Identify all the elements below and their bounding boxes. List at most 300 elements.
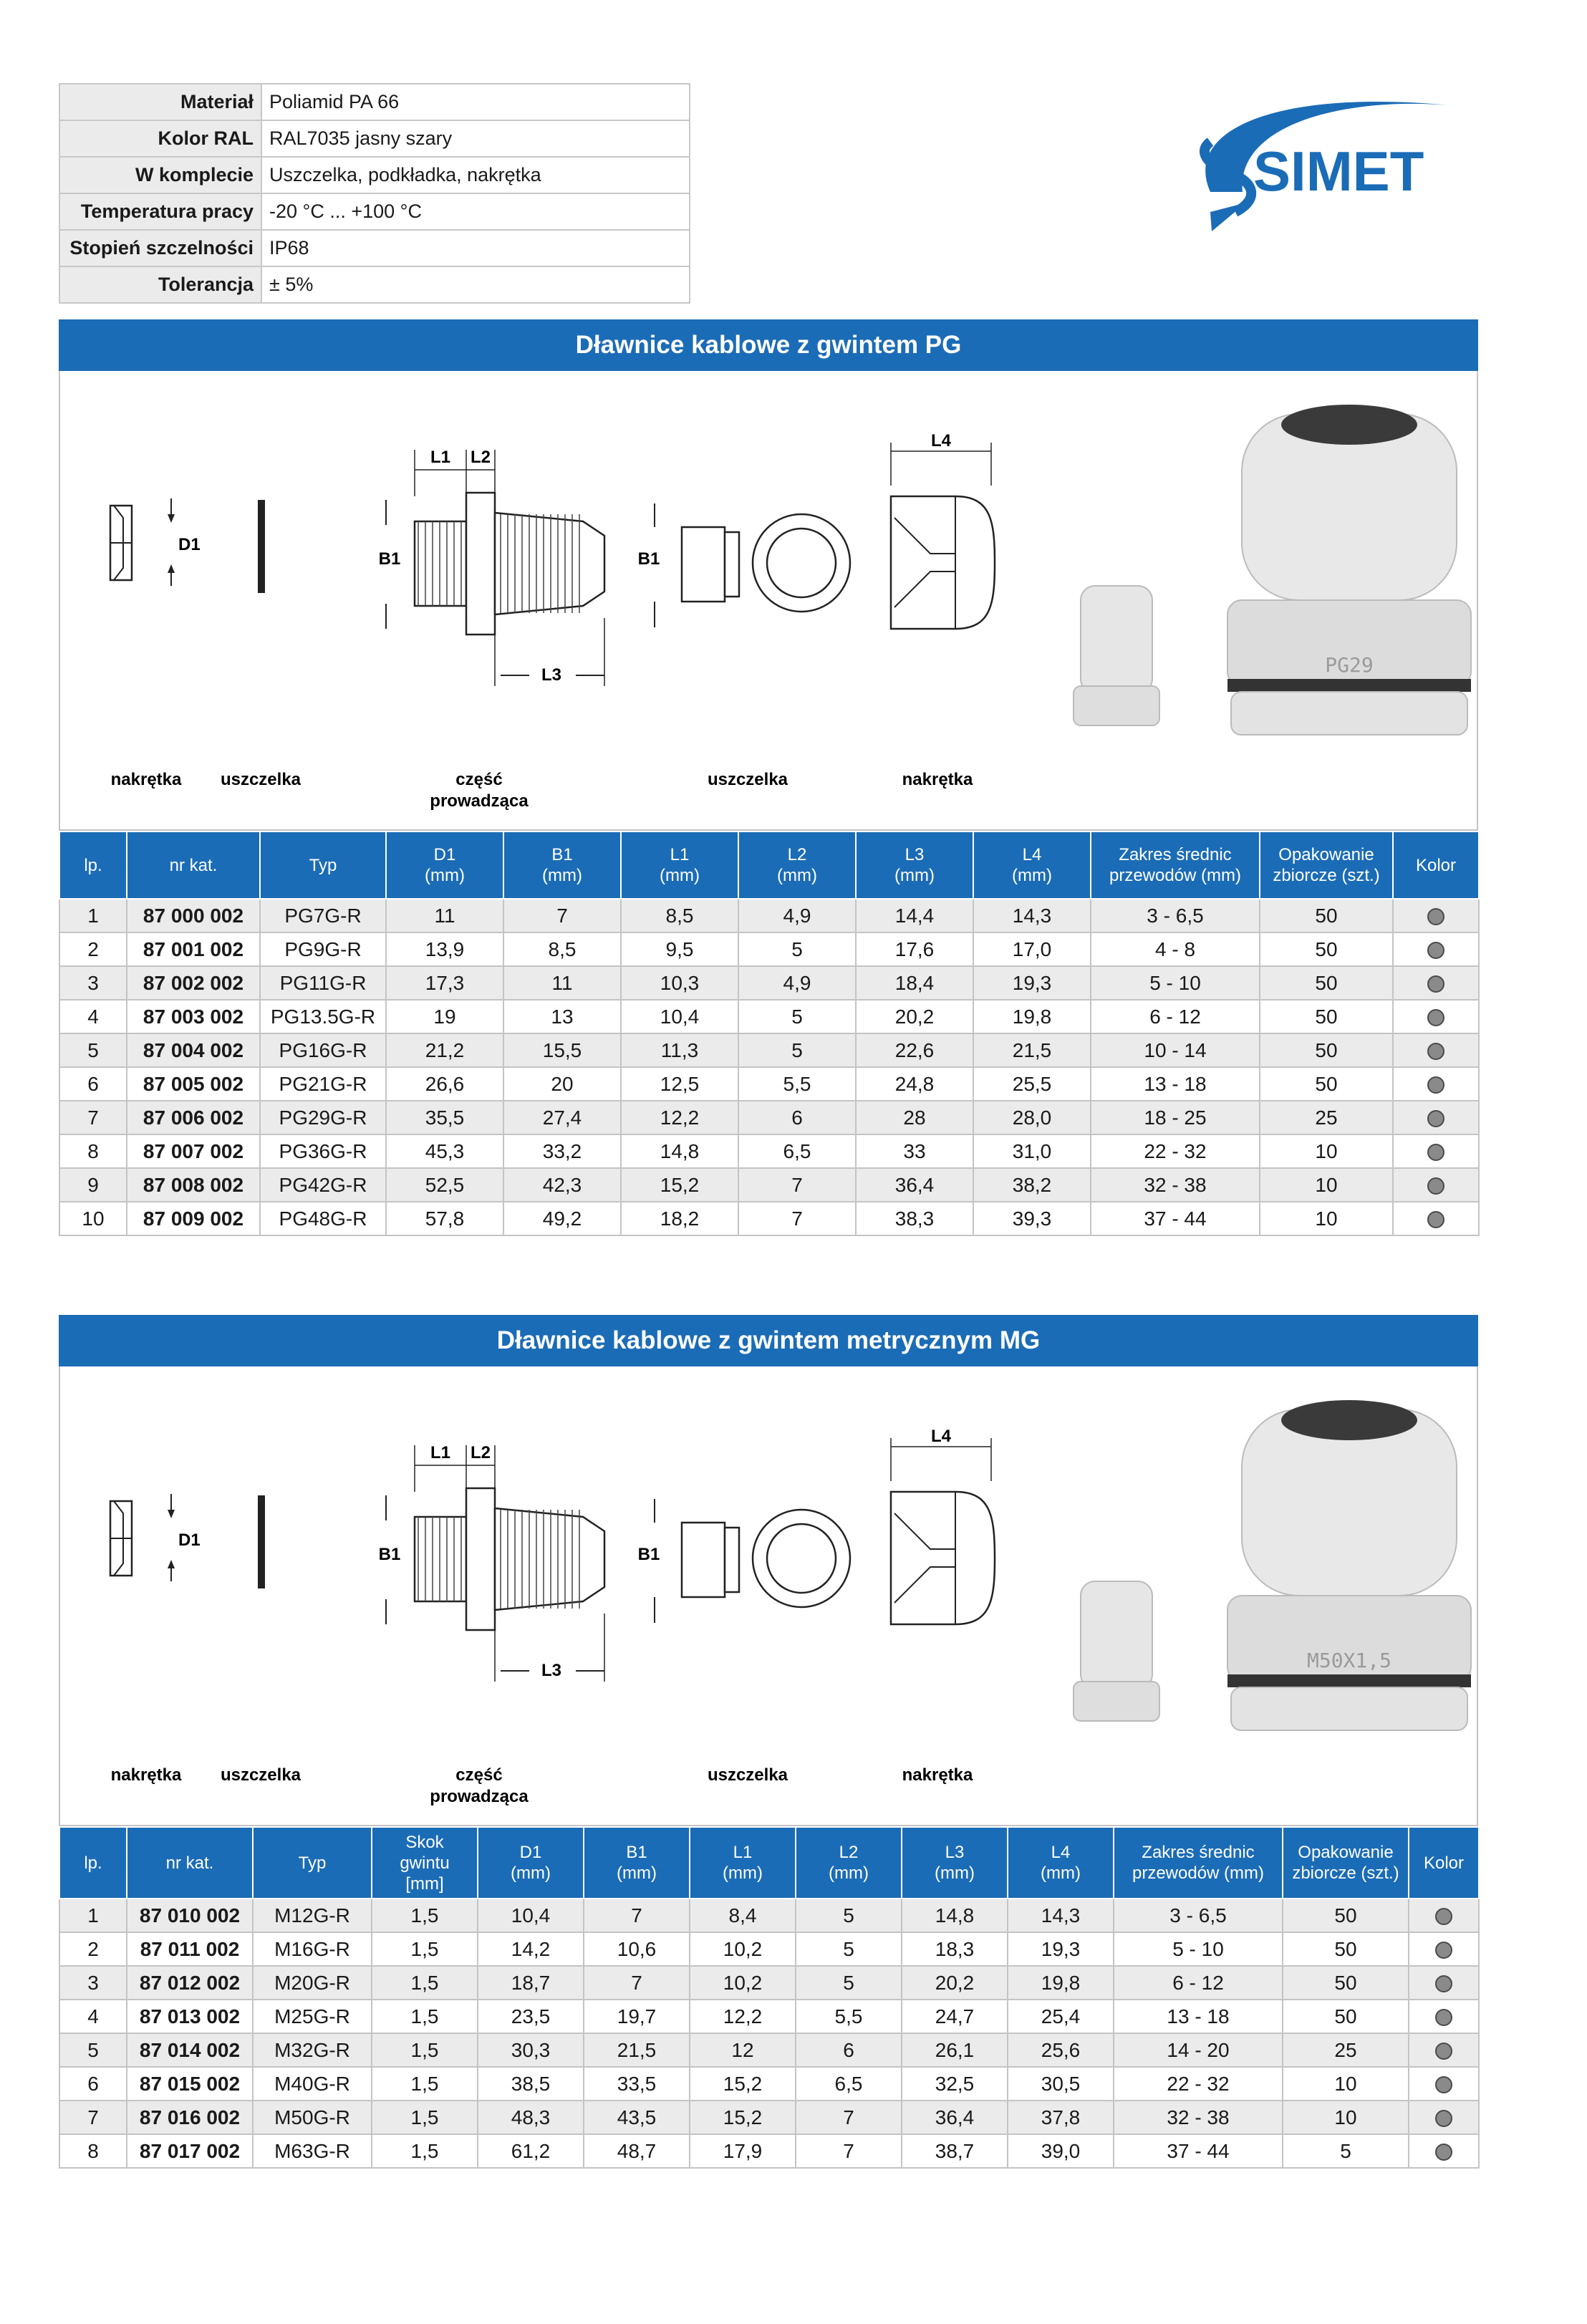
table-cell: 6 xyxy=(59,2067,127,2101)
column-header xyxy=(856,831,973,899)
table-cell: 10,2 xyxy=(690,1966,796,2000)
color-cell xyxy=(1409,1932,1479,1966)
column-header-text: (mm) xyxy=(542,866,582,885)
table-cell: 17,3 xyxy=(386,966,503,1000)
table-cell: PG21G-R xyxy=(260,1067,386,1101)
table-cell: 5 xyxy=(59,1033,127,1067)
table-cell: 7 xyxy=(503,899,621,932)
table-cell: 19 xyxy=(386,1000,503,1033)
table-cell: M32G-R xyxy=(253,2033,372,2067)
table-cell: 18,3 xyxy=(902,1932,1008,1966)
product-photo xyxy=(1074,405,1471,735)
column-header-text: L2 xyxy=(839,1843,859,1862)
table-cell: M63G-R xyxy=(253,2134,372,2168)
table-cell: 14,8 xyxy=(621,1134,738,1168)
spec-label: Kolor RAL xyxy=(59,120,261,157)
color-cell xyxy=(1393,1000,1479,1033)
color-swatch-icon xyxy=(1435,2110,1452,2127)
table-cell: 5 xyxy=(1283,2134,1409,2168)
color-swatch-icon xyxy=(1435,2043,1452,2060)
column-header-text: przewodów (mm) xyxy=(1132,1863,1265,1883)
table-cell: 48,3 xyxy=(478,2101,584,2134)
table-cell: 49,2 xyxy=(503,1202,621,1235)
table-cell: 7 xyxy=(584,1899,690,1932)
table-row xyxy=(59,1000,1479,1033)
table-cell: 12 xyxy=(690,2033,796,2067)
column-header-text: nr kat. xyxy=(169,855,218,875)
table-cell: PG9G-R xyxy=(260,932,386,966)
l2-label: L2 xyxy=(470,1443,491,1462)
column-header xyxy=(478,1827,584,1899)
table-cell: 25 xyxy=(1260,1101,1393,1134)
table-cell: 11,3 xyxy=(621,1033,738,1067)
color-swatch-icon xyxy=(1435,2009,1452,2026)
table-cell: 8,5 xyxy=(503,932,621,966)
table-cell: 61,2 xyxy=(478,2134,584,2168)
table-cell: M25G-R xyxy=(253,2000,372,2033)
table-cell: 13 - 18 xyxy=(1114,2000,1283,2033)
table-cell: 7 xyxy=(738,1168,856,1202)
column-header-text: D1 xyxy=(433,845,456,864)
table-cell: 14 - 20 xyxy=(1114,2033,1283,2067)
caption-seal-right: uszczelka xyxy=(707,770,788,789)
spec-table xyxy=(59,83,690,304)
table-cell: 87 009 002 xyxy=(127,1202,260,1235)
color-cell xyxy=(1409,2101,1479,2134)
spec-value: ± 5% xyxy=(261,266,690,303)
color-swatch-icon xyxy=(1435,1908,1452,1925)
table-cell: PG16G-R xyxy=(260,1033,386,1067)
table-cell: 5,5 xyxy=(738,1067,856,1101)
table-cell: 19,7 xyxy=(584,2000,690,2033)
column-header-text: nr kat. xyxy=(165,1853,214,1873)
color-cell xyxy=(1393,932,1479,966)
table-cell: 25,6 xyxy=(1008,2033,1114,2067)
table-cell: 6,5 xyxy=(796,2067,902,2101)
table-cell: 50 xyxy=(1283,2000,1409,2033)
color-swatch-icon xyxy=(1427,975,1444,993)
color-swatch-icon xyxy=(1427,1211,1444,1228)
table-cell: 87 013 002 xyxy=(127,2000,253,2033)
table-row xyxy=(59,1101,1479,1134)
table-cell: PG7G-R xyxy=(260,899,386,932)
pg-technical-diagram xyxy=(59,371,1478,831)
spec-label: Tolerancja xyxy=(59,266,261,303)
color-swatch-icon xyxy=(1427,1076,1444,1094)
table-cell: 24,7 xyxy=(902,2000,1008,2033)
table-cell: 17,6 xyxy=(856,932,973,966)
spec-row xyxy=(59,266,690,303)
table-cell: 8 xyxy=(59,2134,127,2168)
table-cell: 57,8 xyxy=(386,1202,503,1235)
column-header-text: (mm) xyxy=(617,1863,657,1883)
color-cell xyxy=(1393,1202,1479,1235)
spec-value: -20 °C ... +100 °C xyxy=(261,193,690,230)
table-cell: 10 xyxy=(1283,2101,1409,2134)
column-header-text: Typ xyxy=(309,855,337,875)
table-cell: 50 xyxy=(1260,966,1393,1000)
table-cell: 21,5 xyxy=(584,2033,690,2067)
table-cell: 33 xyxy=(856,1134,973,1168)
column-header xyxy=(503,831,621,899)
table-cell: 7 xyxy=(59,2101,127,2134)
table-cell: 87 000 002 xyxy=(127,899,260,932)
table-cell: 10 - 14 xyxy=(1091,1033,1260,1067)
table-cell: 19,3 xyxy=(973,966,1091,1000)
column-header xyxy=(1008,1827,1114,1899)
table-cell: 26,6 xyxy=(386,1067,503,1101)
column-header xyxy=(127,1827,253,1899)
column-header xyxy=(372,1827,478,1899)
spec-label: Materiał xyxy=(59,84,261,120)
column-header-text: (mm) xyxy=(723,1863,763,1883)
column-header-text: L3 xyxy=(945,1843,965,1862)
table-cell: 32,5 xyxy=(902,2067,1008,2101)
spec-label: Stopień szczelności xyxy=(59,230,261,266)
table-cell: 19,3 xyxy=(1008,1932,1114,1966)
table-cell: 4 xyxy=(59,2000,127,2033)
table-row xyxy=(59,1033,1479,1067)
table-cell: 5 - 10 xyxy=(1114,1932,1283,1966)
column-header-text: lp. xyxy=(84,855,102,875)
table-cell: 87 011 002 xyxy=(127,1932,253,1966)
table-cell: 21,2 xyxy=(386,1033,503,1067)
table-cell: 4 - 8 xyxy=(1091,932,1260,966)
column-header-text: lp. xyxy=(84,1853,102,1873)
column-header-text: przewodów (mm) xyxy=(1109,866,1242,885)
table-cell: 5 - 10 xyxy=(1091,966,1260,1000)
column-header xyxy=(902,1827,1008,1899)
table-cell: 10,3 xyxy=(621,966,738,1000)
column-header-text: Opakowanie xyxy=(1278,845,1374,864)
table-cell: 3 xyxy=(59,966,127,1000)
d1-label: D1 xyxy=(178,1530,201,1550)
table-cell: 22,6 xyxy=(856,1033,973,1067)
caption-nut-right: nakrętka xyxy=(902,1765,973,1785)
table-row xyxy=(59,966,1479,1000)
table-cell: 6,5 xyxy=(738,1134,856,1168)
column-header-text: L2 xyxy=(787,845,807,864)
column-header xyxy=(584,1827,690,1899)
table-cell: 15,2 xyxy=(690,2067,796,2101)
l3-label: L3 xyxy=(541,665,562,685)
spec-label: W komplecie xyxy=(59,157,261,193)
column-header-text: Zakres średnic xyxy=(1142,1843,1255,1862)
mg-section-title: Dławnice kablowe z gwintem metrycznym MG xyxy=(59,1315,1478,1366)
table-row xyxy=(59,899,1479,932)
table-cell: 36,4 xyxy=(902,2101,1008,2134)
table-cell: 50 xyxy=(1283,1932,1409,1966)
table-cell: 30,5 xyxy=(1008,2067,1114,2101)
table-cell: 48,7 xyxy=(584,2134,690,2168)
table-cell: 30,3 xyxy=(478,2033,584,2067)
column-header xyxy=(1409,1827,1479,1899)
table-cell: 25,4 xyxy=(1008,2000,1114,2033)
caption-gasket-left: uszczelka xyxy=(220,1765,302,1785)
table-cell: 87 003 002 xyxy=(127,1000,260,1033)
table-cell: 1,5 xyxy=(372,2067,478,2101)
table-cell: 6 xyxy=(738,1101,856,1134)
mg-section xyxy=(59,1315,1478,2169)
table-cell: 15,2 xyxy=(621,1168,738,1202)
column-header-text: L4 xyxy=(1022,845,1042,864)
caption-gasket-left: uszczelka xyxy=(220,770,302,789)
table-cell: 14,3 xyxy=(973,899,1091,932)
b1-label-right: B1 xyxy=(637,549,660,569)
column-header-text: L1 xyxy=(670,845,690,864)
table-cell: 18,7 xyxy=(478,1966,584,2000)
table-cell: 13,9 xyxy=(386,932,503,966)
color-swatch-icon xyxy=(1435,2076,1452,2093)
table-cell: 21,5 xyxy=(973,1033,1091,1067)
table-cell: 8,5 xyxy=(621,899,738,932)
table-cell: 37 - 44 xyxy=(1114,2134,1283,2168)
color-swatch-icon xyxy=(1427,1009,1444,1026)
color-swatch-icon xyxy=(1435,1942,1452,1959)
table-cell: PG42G-R xyxy=(260,1168,386,1202)
table-cell: 24,8 xyxy=(856,1067,973,1101)
table-row xyxy=(59,1932,1479,1966)
column-header-text: L3 xyxy=(905,845,925,864)
column-header-text: (mm) xyxy=(1041,1863,1081,1883)
table-cell: 18,2 xyxy=(621,1202,738,1235)
table-cell: 52,5 xyxy=(386,1168,503,1202)
color-swatch-icon xyxy=(1435,2144,1452,2161)
table-cell: 38,3 xyxy=(856,1202,973,1235)
table-cell: 9 xyxy=(59,1168,127,1202)
column-header-text: (mm) xyxy=(425,866,465,885)
table-cell: 6 xyxy=(59,1067,127,1101)
l2-label: L2 xyxy=(470,448,491,467)
table-cell: 3 - 6,5 xyxy=(1114,1899,1283,1932)
table-cell: 7 xyxy=(796,2101,902,2134)
table-cell: 11 xyxy=(503,966,621,1000)
table-cell: 10 xyxy=(1260,1202,1393,1235)
table-cell: 87 014 002 xyxy=(127,2033,253,2067)
spec-row xyxy=(59,157,690,193)
table-cell: 10 xyxy=(1260,1134,1393,1168)
diagram-drawing xyxy=(110,405,1471,811)
table-cell: 11 xyxy=(386,899,503,932)
table-row xyxy=(59,1899,1479,1932)
table-cell: 7 xyxy=(584,1966,690,2000)
column-header-text: (mm) xyxy=(935,1863,975,1883)
spec-row xyxy=(59,84,690,120)
table-row xyxy=(59,1168,1479,1202)
table-cell: 43,5 xyxy=(584,2101,690,2134)
table-cell: 7 xyxy=(738,1202,856,1235)
table-cell: 39,0 xyxy=(1008,2134,1114,2168)
table-cell: 35,5 xyxy=(386,1101,503,1134)
table-cell: 87 005 002 xyxy=(127,1067,260,1101)
l4-label: L4 xyxy=(930,1427,952,1446)
table-cell: 15,2 xyxy=(690,2101,796,2134)
color-swatch-icon xyxy=(1427,1110,1444,1127)
table-cell: 4 xyxy=(59,1000,127,1033)
color-cell xyxy=(1393,1033,1479,1067)
table-cell: 87 008 002 xyxy=(127,1168,260,1202)
table-cell: PG11G-R xyxy=(260,966,386,1000)
table-cell: 5 xyxy=(738,1000,856,1033)
table-cell: 25,5 xyxy=(973,1067,1091,1101)
column-header-text: Typ xyxy=(298,1853,327,1873)
column-header xyxy=(796,1827,902,1899)
column-header-text: L4 xyxy=(1051,1843,1071,1862)
table-cell: 32 - 38 xyxy=(1091,1168,1260,1202)
table-row xyxy=(59,2134,1479,2168)
table-cell: 1,5 xyxy=(372,2134,478,2168)
table-cell: 38,2 xyxy=(973,1168,1091,1202)
table-cell: 38,5 xyxy=(478,2067,584,2101)
table-cell: 87 010 002 xyxy=(127,1899,253,1932)
table-cell: 10 xyxy=(59,1202,127,1235)
table-cell: 10 xyxy=(1260,1168,1393,1202)
table-cell: 7 xyxy=(796,2134,902,2168)
table-row xyxy=(59,2033,1479,2067)
l1-label: L1 xyxy=(430,1443,451,1462)
table-cell: 3 xyxy=(59,1966,127,2000)
caption-body-line2: prowadząca xyxy=(430,1787,529,1806)
table-cell: 8,4 xyxy=(690,1899,796,1932)
table-cell: 20,2 xyxy=(856,1000,973,1033)
column-header-text: B1 xyxy=(551,845,573,864)
caption-seal-right: uszczelka xyxy=(707,1765,788,1785)
table-cell: 25 xyxy=(1283,2033,1409,2067)
column-header-text: zbiorcze (szt.) xyxy=(1273,866,1380,885)
table-row xyxy=(59,1966,1479,2000)
table-cell: PG13.5G-R xyxy=(260,1000,386,1033)
mg-table xyxy=(59,1826,1480,2169)
logo-text: SIMET xyxy=(1253,140,1424,203)
color-cell xyxy=(1409,2033,1479,2067)
table-cell: 50 xyxy=(1260,899,1393,932)
table-cell: 18,4 xyxy=(856,966,973,1000)
column-header xyxy=(386,831,503,899)
table-row xyxy=(59,2101,1479,2134)
b1-label-right: B1 xyxy=(637,1545,660,1564)
column-header xyxy=(621,831,738,899)
table-cell: 5 xyxy=(59,2033,127,2067)
column-header xyxy=(1091,831,1260,899)
l1-label: L1 xyxy=(430,448,451,467)
table-cell: 39,3 xyxy=(973,1202,1091,1235)
table-cell: 50 xyxy=(1260,1000,1393,1033)
column-header-text: D1 xyxy=(519,1843,542,1862)
table-cell: 50 xyxy=(1260,1033,1393,1067)
table-cell: 87 017 002 xyxy=(127,2134,253,2168)
color-cell xyxy=(1409,2000,1479,2033)
pg-section xyxy=(59,319,1478,1236)
photo-size-label: M50X1,5 xyxy=(1306,1649,1392,1672)
table-cell: 1,5 xyxy=(372,2033,478,2067)
table-cell: 36,4 xyxy=(856,1168,973,1202)
color-swatch-icon xyxy=(1427,1177,1444,1195)
table-cell: 1,5 xyxy=(372,1966,478,2000)
table-cell: 5 xyxy=(738,932,856,966)
column-header xyxy=(690,1827,796,1899)
table-cell: 5 xyxy=(796,1966,902,2000)
table-row xyxy=(59,1202,1479,1235)
table-row xyxy=(59,1067,1479,1101)
color-cell xyxy=(1393,1168,1479,1202)
table-cell: 50 xyxy=(1283,1966,1409,2000)
table-cell: 3 - 6,5 xyxy=(1091,899,1260,932)
table-cell: 17,0 xyxy=(973,932,1091,966)
pg-table xyxy=(59,831,1480,1236)
column-header-text: (mm) xyxy=(829,1863,869,1883)
color-swatch-icon xyxy=(1427,1144,1444,1161)
table-cell: 38,7 xyxy=(902,2134,1008,2168)
column-header xyxy=(738,831,856,899)
table-cell: 19,8 xyxy=(1008,1966,1114,2000)
table-row xyxy=(59,1134,1479,1168)
diagram-drawing xyxy=(110,1400,1471,1806)
table-cell: 10,4 xyxy=(621,1000,738,1033)
table-cell: 14,3 xyxy=(1008,1899,1114,1932)
table-cell: 4,9 xyxy=(738,966,856,1000)
color-cell xyxy=(1409,2067,1479,2101)
table-cell: 28,0 xyxy=(973,1101,1091,1134)
table-cell: 1,5 xyxy=(372,2000,478,2033)
column-header-text: Zakres średnic xyxy=(1119,845,1232,864)
color-cell xyxy=(1393,966,1479,1000)
spec-value: Poliamid PA 66 xyxy=(261,84,690,120)
table-cell: 17,9 xyxy=(690,2134,796,2168)
table-cell: 22 - 32 xyxy=(1091,1134,1260,1168)
column-header xyxy=(1393,831,1479,899)
column-header-text: (mm) xyxy=(777,866,817,885)
table-cell: 87 001 002 xyxy=(127,932,260,966)
table-cell: 5 xyxy=(738,1033,856,1067)
table-cell: 14,2 xyxy=(478,1932,584,1966)
table-cell: 37,8 xyxy=(1008,2101,1114,2134)
color-cell xyxy=(1393,899,1479,932)
color-cell xyxy=(1393,1101,1479,1134)
table-cell: 12,2 xyxy=(690,2000,796,2033)
table-cell: 1,5 xyxy=(372,2101,478,2134)
table-cell: 10,4 xyxy=(478,1899,584,1932)
table-cell: PG29G-R xyxy=(260,1101,386,1134)
table-cell: 4,9 xyxy=(738,899,856,932)
table-cell: 5 xyxy=(796,1932,902,1966)
table-cell: 31,0 xyxy=(973,1134,1091,1168)
table-cell: 32 - 38 xyxy=(1114,2101,1283,2134)
table-cell: 13 - 18 xyxy=(1091,1067,1260,1101)
caption-nut-right: nakrętka xyxy=(902,770,973,789)
table-cell: 33,2 xyxy=(503,1134,621,1168)
table-cell: 33,5 xyxy=(584,2067,690,2101)
table-cell: 6 xyxy=(796,2033,902,2067)
column-header-text: Opakowanie xyxy=(1298,1843,1394,1862)
color-swatch-icon xyxy=(1435,1975,1452,1992)
table-cell: 20 xyxy=(503,1067,621,1101)
table-cell: 20,2 xyxy=(902,1966,1008,2000)
column-header-text: L1 xyxy=(733,1843,753,1862)
table-cell: 14,8 xyxy=(902,1899,1008,1932)
table-cell: 28 xyxy=(856,1101,973,1134)
table-cell: 8 xyxy=(59,1134,127,1168)
spec-label: Temperatura pracy xyxy=(59,193,261,230)
b1-label-left: B1 xyxy=(378,549,401,569)
table-cell: 2 xyxy=(59,932,127,966)
table-cell: 6 - 12 xyxy=(1091,1000,1260,1033)
spec-row xyxy=(59,193,690,230)
column-header-text: Kolor xyxy=(1423,1853,1465,1873)
table-cell: 1,5 xyxy=(372,1899,478,1932)
table-row xyxy=(59,2067,1479,2101)
table-cell: 10 xyxy=(1283,2067,1409,2101)
table-cell: 87 004 002 xyxy=(127,1033,260,1067)
